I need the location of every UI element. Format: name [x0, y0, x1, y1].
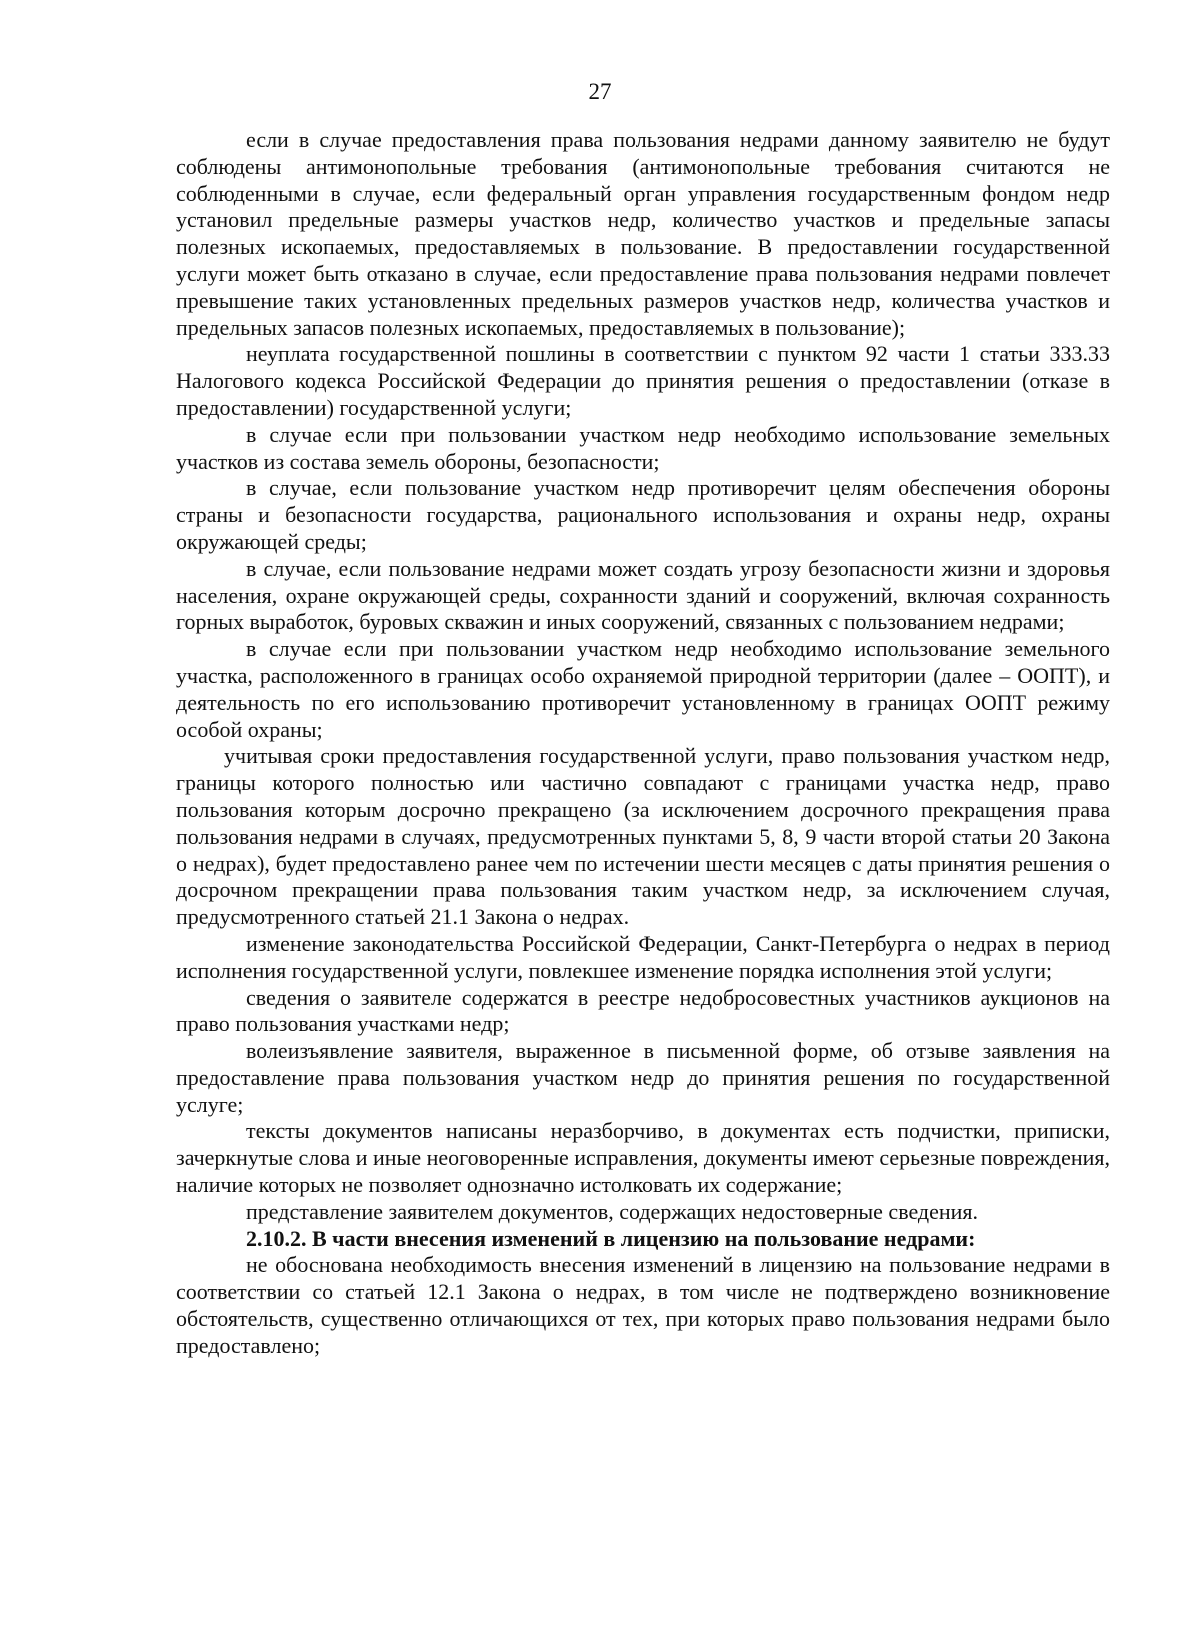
paragraph-state-duty: неуплата государственной пошлины в соответствии с пунктом 92 части 1 статьи 333.33 Налогового кодекса Российской Федерации до принятия решения о предоставлении (отказе в предоставлении) государственной услуги;	[176, 341, 1110, 420]
paragraph-false-info: представление заявителем документов, содержащих недостоверные сведения.	[246, 1198, 979, 1224]
paragraph-terms: учитывая сроки предоставления государственной услуги, право пользования участком недр, границы которого полностью или частично совпадают с границами участка недр, право пользования которым досрочно прекращено (за исключением досрочного прекращения права пользования недрами в случаях, предусмотренных пунктами 5, 8, 9 части второй статьи 20 Закона о недрах), будет предоставлено ранее чем по истечении шести месяцев с даты принятия решения о досрочном прекращении права пользования таким участком недр, за исключением случая, предусмотренного статьей 21.1 Закона о недрах.	[176, 743, 1110, 930]
paragraph-defense-lands: в случае если при пользовании участком недр необходимо использование земельных участков из состава земель обороны, безопасности;	[176, 421, 1110, 474]
page-number: 27	[588, 79, 612, 104]
paragraph-law-change: изменение законодательства Российской Федерации, Санкт-Петербурга о недрах в период исполнения государственной услуги, повлекшее изменение порядка исполнения этой услуги;	[176, 930, 1110, 983]
section-heading-2-10-2: 2.10.2. В части внесения изменений в лицензию на пользование недрами:	[246, 1225, 976, 1251]
paragraph-illegible-docs: тексты документов написаны неразборчиво, в документах есть подчистки, приписки, зачеркнутые слова и иные неоговоренные исправления, документы имеют серьезные повреждения, наличие которых не позволяет однозначно истолковать их содержание;	[176, 1118, 1110, 1198]
paragraph-protected-area: в случае если при пользовании участком недр необходимо использование земельного участка, расположенного в границах особо охраняемой природной территории (далее – ООПТ), и деятельность по его использованию противоречит установленному в границах ООПТ режиму особой охраны;	[176, 636, 1110, 742]
paragraph-defense-goals: в случае, если пользование участком недр противоречит целям обеспечения обороны страны и безопасности государства, рационального использования и охраны недр, охраны окружающей среды;	[176, 475, 1110, 554]
paragraph-unfair-registry: сведения о заявителе содержатся в реестре недобросовестных участников аукционов на право пользования участками недр;	[176, 984, 1110, 1037]
paragraph-antimonopoly: если в случае предоставления права пользования недрами данному заявителю не будут соблюдены антимонопольные требования (антимонопольные требования считаются не соблюденными в случае, если федеральный орган управления государственным фондом недр установил предельные размеры участков недр, количество участков и предельные запасы полезных ископаемых, предоставляемых в пользование. В предоставлении государственной услуги может быть отказано в случае, если предоставление права пользования недрами повлечет превышение таких установленных предельных размеров участков недр, количества участков и предельных запасов полезных ископаемых, предоставляемых в пользование);	[176, 127, 1110, 340]
paragraph-license-changes: не обоснована необходимость внесения изменений в лицензию на пользование недрами в соответствии со статьей 12.1 Закона о недрах, в том числе не подтверждено возникновение обстоятельств, существенно отличающихся от тех, при которых право пользования недрами было предоставлено;	[176, 1252, 1110, 1358]
paragraph-safety-threat: в случае, если пользование недрами может создать угрозу безопасности жизни и здоровья населения, охране окружающей среды, сохранности зданий и сооружений, включая сохранность горных выработок, буровых скважин и иных сооружений, связанных с пользованием недрами;	[176, 555, 1110, 635]
paragraph-withdrawal: волеизъявление заявителя, выраженное в письменной форме, об отзыве заявления на предоставление права пользования участком недр до принятия решения по государственной услуге;	[176, 1038, 1110, 1117]
document-body	[176, 127, 1110, 1360]
